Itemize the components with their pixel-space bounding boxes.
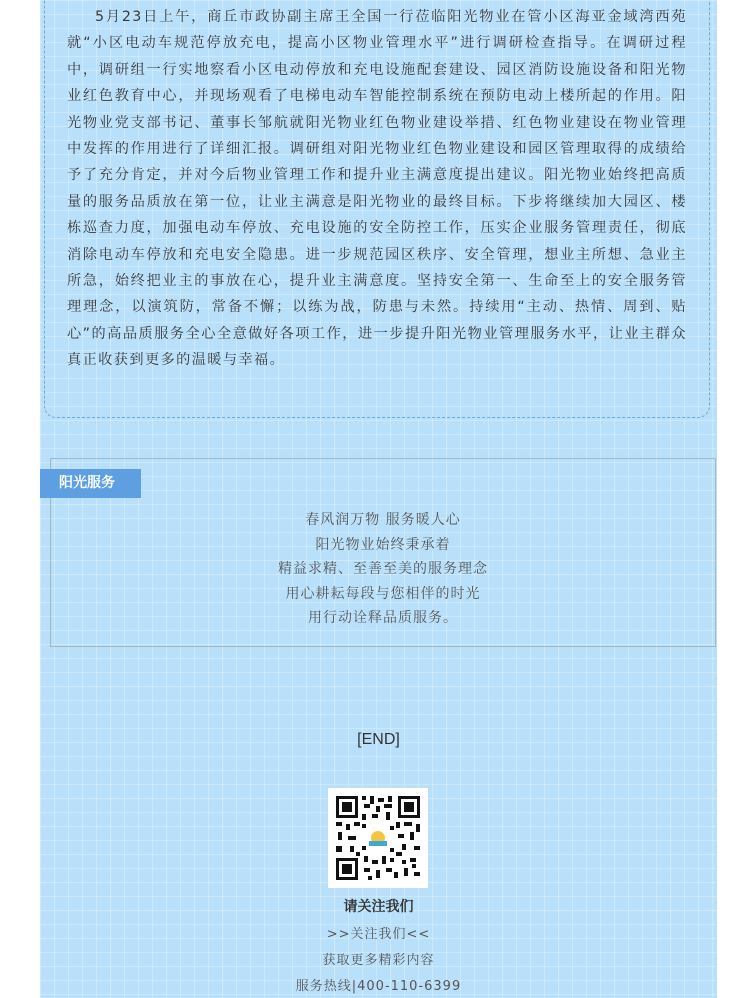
end-mark: [END]	[357, 731, 400, 748]
page	[40, 0, 717, 998]
slogan-line: 春风润万物 服务暖人心	[305, 512, 461, 528]
qr-code-icon[interactable]	[328, 788, 428, 888]
article-paragraph: 5月23日上午，商丘市政协副主席王全国一行莅临阳光物业在管小区海亚金域湾西苑就“小区电动车规范停放充电，提高小区物业管理水平”进行调研检查指导。在调研过程中，调研组一行实地察看小区电动停放和充电设施配套建设、园区消防设施设备和阳光物业红色教育中心，并现场观看了电梯电动车智能控制系统在预防电动上楼所起的作用。阳光物业党支部书记、董事长邹航就阳光物业红色物业建设举措、红色物业建设在物业管理中发挥的作用进行了详细汇报。调研组对阳光物业红色物业建设和园区管理取得的成绩给予了充分肯定，并对今后物业管理工作和提升业主满意度提出建议。阳光物业始终把高质量的服务品质放在第一位，让业主满意是阳光物业的最终目标。下步将继续加大园区、楼栋巡查力度，加强电动车停放、充电设施的安全防控工作，压实企业服务管理责任，彻底消除电动车停放和充电安全隐患。进一步规范园区秩序、安全管理，想业主所想、急业主所急，始终把业主的事放在心，提升业主满意度。坚持安全第一、生命至上的安全服务管理理念，以演筑防，常备不懈；以练为战，防患与未然。持续用“主动、热情、周到、贴心”的高品质服务全心全意做好各项工作，进一步提升阳光物业管理服务水平，让业主群众真正收获到更多的温暖与幸福。	[67, 9, 687, 369]
article-box	[44, 0, 710, 418]
slogan-line: 阳光物业始终秉承着	[315, 536, 451, 553]
service-hotline: 服务热线|400-110-6399	[295, 979, 462, 994]
slogan-line: 精益求精、至善至美的服务理念	[278, 561, 488, 578]
more-content-text: 获取更多精彩内容	[322, 953, 435, 968]
slogan-line: 用心耕耘每段与您相伴的时光	[285, 585, 481, 602]
slogan-line: 用行动诠释品质服务。	[308, 610, 458, 627]
service-tag: 阳光服务	[40, 469, 141, 498]
service-slogans	[50, 508, 716, 631]
qr-code-graphic	[328, 788, 428, 888]
footer-title: 请关注我们	[343, 899, 414, 915]
follow-link[interactable]: >>关注我们<<	[326, 927, 431, 942]
